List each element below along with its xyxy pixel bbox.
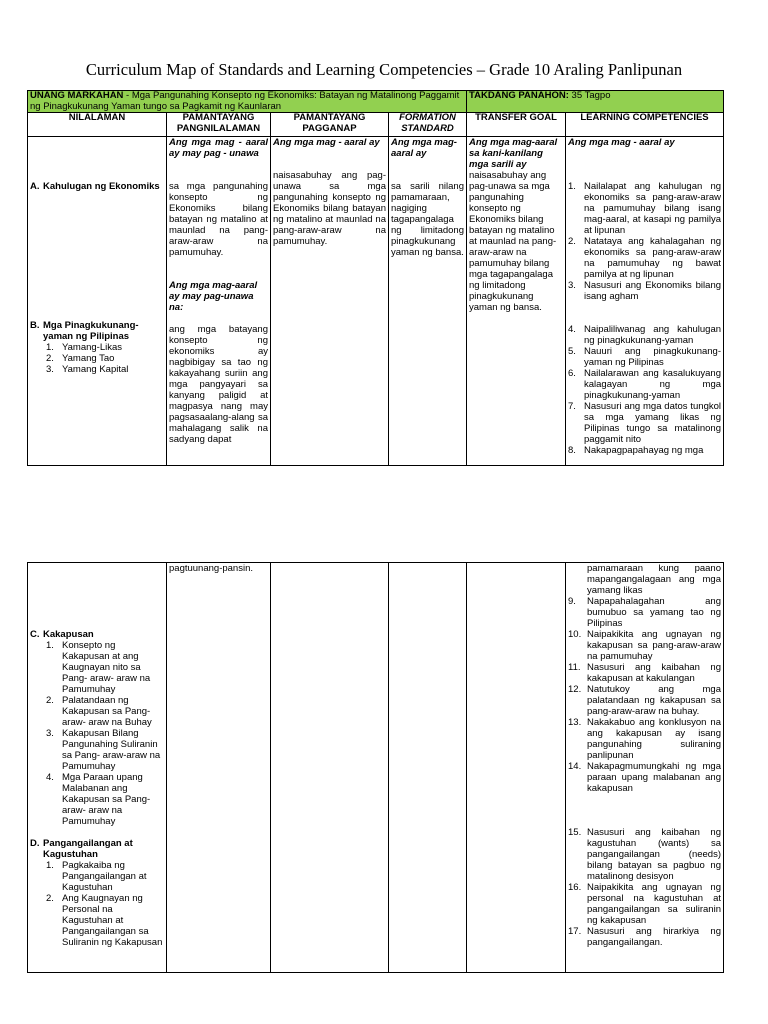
competency-item: 14. Nakapagmumungkahi ng mga paraan upang malabanan ang kakapusan	[568, 761, 721, 794]
pagganap-cell-2	[271, 563, 389, 973]
pang-text-1: sa mga pangunahing konsepto ng Ekonomiks bilang batayan ng matalino at maunlad na pang-araw-araw na pamumuhay.	[169, 181, 268, 258]
list-item: 1. Konsepto ng Kakapusan at ang Kaugnayan nito sa Pang- araw- araw na Pamumuhay	[46, 640, 151, 695]
nilalaman-cell-2	[28, 563, 167, 973]
competency-item: 17. Nasusuri ang hirarkiya ng pangangailangan.	[568, 926, 721, 948]
header-nilalaman: NILALAMAN	[28, 113, 167, 137]
list-item: 1. Yamang-Likas	[46, 342, 123, 353]
quarter-banner	[28, 91, 724, 113]
competency-item: 3. Nasusuri ang Ekonomiks bilang isang agham	[568, 280, 722, 302]
list-item: 3. Yamang Kapital	[46, 364, 129, 375]
competency-item: 8. Nakapagpapahayag ng mga	[568, 445, 704, 456]
competency-item: 2. Natataya ang kahalagahan ng ekonomiks sa pang-araw-araw na pamumuhay ng bawat pamilya at ng lipunan	[568, 236, 722, 280]
topic-d-title: Pangangailangan at Kagustuhan	[43, 838, 133, 860]
pangnilalaman-cell	[167, 137, 271, 466]
pang-continued: pagtuunang-pansin.	[169, 563, 253, 574]
topic-c-title: Kakapusan	[43, 629, 94, 640]
list-item: 2. Yamang Tao	[46, 353, 115, 364]
markahan-cell	[28, 91, 467, 113]
form-intro: Ang mga mag-aaral ay	[391, 137, 457, 159]
transfer-cell-2	[467, 563, 566, 973]
header-competencies: LEARNING COMPETENCIES	[566, 113, 724, 137]
competency-item: 5. Nauuri ang pinagkukunang-yaman ng Pilipinas	[568, 346, 722, 368]
lc-intro: Ang mga mag - aaral ay	[568, 137, 675, 148]
competency-item: 11. Nasusuri ang kaibahan ng kakapusan at kakulangan	[568, 662, 721, 684]
list-item: 2. Palatandaan ng Kakapusan sa Pang-araw- araw na Buhay	[46, 695, 152, 728]
competency-item: 9. Napapahalagahan ang bumubuo sa yamang tao ng Pilipinas	[568, 596, 721, 629]
competency-item: 6. Nailalarawan ang kasalukuyang kalagayan ng mga pinagkukunang-yaman	[568, 368, 722, 401]
topic-c: C. Kakapusan	[30, 629, 94, 640]
pag-text: naisasabuhay ang pag-unawa sa mga pangunahing konsepto ng Ekonomiks bilang batayan ng matalino at maunlad na pang-araw-araw na pamumuhay.	[273, 170, 386, 247]
content-row-page1	[28, 137, 724, 466]
trans-intro: Ang mga mag-aaral sa kani-kanilang mga sarili ay	[469, 137, 558, 170]
panahon-cell	[467, 91, 724, 113]
pag-intro: Ang mga mag - aaral ay	[273, 137, 380, 148]
list-item: 1. Pagkakaiba ng Pangangailangan at Kagustuhan	[46, 860, 147, 893]
curriculum-table-page1	[27, 90, 724, 466]
markahan-text: - Mga Pangunahing Konsepto ng Ekonomiks: Batayan ng Matalinong Paggamit ng Pinagkukunang Yaman tungo sa Pagkamit ng Kaunlaran	[30, 90, 460, 112]
competency-item: 12. Natutukoy ang mga palatandaan ng kakapusan sa pang-araw-araw na buhay.	[568, 684, 721, 717]
formation-cell	[389, 137, 467, 466]
competency-item: 1. Nailalapat ang kahulugan ng ekonomiks sa pang-araw-araw na pamumuhay bilang isang mag-aaral, at kasapi ng pamilya at lipunan	[568, 181, 722, 236]
competencies-cell	[566, 137, 724, 466]
form-text: sa sarili nilang pamamaraan, nagiging tagapangalaga ng limitadong pinagkukunang yaman ng bansa.	[391, 181, 464, 258]
page-title: Curriculum Map of Standards and Learning Competencies – Grade 10 Araling Panlipunan	[85, 60, 683, 79]
pang-intro-1: Ang mga mag - aaral ay may pag - unawa	[169, 137, 268, 159]
curriculum-table-page2	[27, 562, 724, 973]
competency-item: 15. Nasusuri ang kaibahan ng kagustuhan (wants) sa pangangailangan (needs) bilang batayan sa pagbuo ng matalinong desisyon	[568, 827, 721, 882]
list-item: 2. Ang Kaugnayan ng Personal na Kagustuhan at Pangangailangan sa Suliranin ng Kakapusan	[46, 893, 163, 948]
pang-text-2: ang mga batayang konsepto ng ekonomiks ay nagbibigay sa tao ng kakayahang suriin ang mga pangyayari sa kanyang paligid at magpasya nang may pagsasaalang-alang sa mahalagang salik na sadyang dapat	[169, 324, 268, 445]
topic-d: D. Pangangailangan at Kagustuhan	[30, 838, 164, 860]
pang-intro-2: Ang mga mag-aaral ay may pag-unawa na:	[169, 280, 258, 313]
competency-item: 4. Naipaliliwanag ang kahulugan ng pinagkukunang-yaman	[568, 324, 722, 346]
topic-a: A. Kahulugan ng Ekonomiks	[30, 181, 160, 192]
pagganap-cell	[271, 137, 389, 466]
transfer-cell	[467, 137, 566, 466]
list-item: 3. Kakapusan Bilang Pangunahing Suliranin sa Pang- araw-araw na Pamumuhay	[46, 728, 161, 772]
content-row-page2	[28, 563, 724, 973]
competency-item: 10. Naipakikita ang ugnayan ng kakapusan sa pang-araw-araw na pamumuhay	[568, 629, 721, 662]
header-formation: FORMATION STANDARD	[389, 113, 467, 137]
header-row	[28, 113, 724, 137]
panahon-value: 35 Tagpo	[568, 90, 611, 101]
competencies-cell-2	[566, 563, 724, 973]
header-pagganap: PAMANTAYANG PAGGANAP	[271, 113, 389, 137]
trans-text: naisasabuhay ang pag-unawa sa mga pangunahing konsepto ng Ekonomiks bilang batayan ng matalino at maunlad na pang-araw-araw na pamumuhay bilang mga tagapangalaga ng limitadong pinagkukunang yaman ng bansa.	[469, 170, 557, 313]
competency-continued: pamamaraan kung paano mapangangalagaan ang mga yamang likas	[587, 563, 721, 596]
nilalaman-cell	[28, 137, 167, 466]
competency-item: 7. Nasusuri ang mga datos tungkol sa mga yamang likas ng Pilipinas tungo sa matalinong paggamit nito	[568, 401, 722, 445]
topic-a-title: Kahulugan ng Ekonomiks	[43, 181, 160, 192]
header-transfer: TRANSFER GOAL	[467, 113, 566, 137]
pangnilalaman-cell-2	[167, 563, 271, 973]
list-item: 4. Mga Paraan upang Malabanan ang Kakapusan sa Pang-araw- araw na Pamumuhay	[46, 772, 151, 827]
header-pangnilalaman: PAMANTAYANG PANGNILALAMAN	[167, 113, 271, 137]
panahon-label: TAKDANG PANAHON:	[469, 90, 569, 101]
competency-item: 16. Naipakikita ang ugnayan ng personal na kagustuhan at pangangailangan sa suliranin ng kakapusan	[568, 882, 721, 926]
topic-b-title: Mga Pinagkukunang-yaman ng Pilipinas	[43, 320, 139, 342]
markahan-label: UNANG MARKAHAN	[30, 90, 124, 101]
competency-item: 13. Nakakabuo ang konklusyon na ang kakapusan ay isang pangunahing suliraning panlipunan	[568, 717, 721, 761]
formation-cell-2	[389, 563, 467, 973]
topic-b: B. Mga Pinagkukunang-yaman ng Pilipinas	[30, 320, 164, 342]
